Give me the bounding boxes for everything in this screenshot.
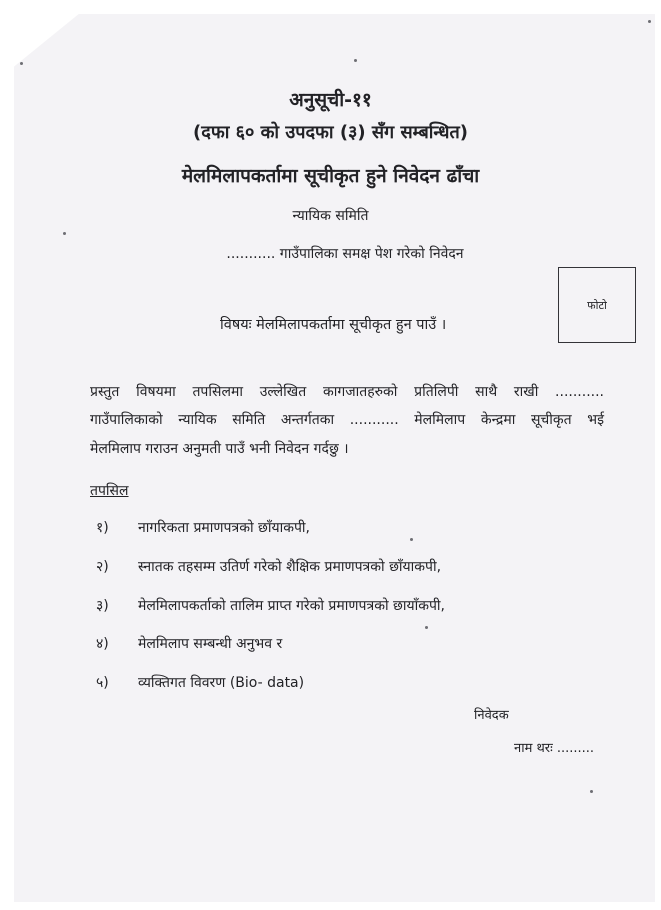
details-list-item <box>96 596 445 615</box>
scan-speck <box>590 790 593 793</box>
details-list-item <box>96 673 304 692</box>
details-heading: तपसिल <box>90 483 129 499</box>
scan-margin-bottom <box>0 902 661 910</box>
scan-speck <box>20 62 23 65</box>
committee-name: न्यायिक समिति <box>292 208 369 224</box>
scan-speck <box>425 626 428 629</box>
details-item-text: व्यक्तिगत विवरण (Bio- data) <box>138 675 305 691</box>
photo-label: फोटो <box>587 299 607 312</box>
body-line-2: गाउँपालिकाको न्यायिक समिति अन्तर्गतका ........... मेलमिलाप केन्द्रमा सूचीकृत भई <box>90 412 604 428</box>
details-item-number: १) <box>96 520 109 536</box>
scan-margin-top <box>0 0 661 14</box>
scan-speck <box>354 59 357 62</box>
details-item-number: ५) <box>96 675 109 691</box>
section-reference: (दफा ६० को उपदफा (३) सँग सम्बन्धित) <box>193 122 468 143</box>
scan-speck <box>63 232 66 235</box>
details-item-number: २) <box>96 559 109 575</box>
details-item-text: नागरिकता प्रमाणपत्रको छाँयाकपी, <box>138 520 310 536</box>
details-list-item <box>96 557 441 576</box>
form-title: मेलमिलापकर्तामा सूचीकृत हुने निवेदन ढाँचा <box>181 165 480 187</box>
photo-box <box>558 267 636 343</box>
details-item-number: ४) <box>96 636 109 652</box>
name-field-label: नाम थरः ......... <box>514 741 595 756</box>
addressee-line: ........... गाउँपालिका समक्ष पेश गरेको निवेदन <box>226 246 464 262</box>
body-line-1: प्रस्तुत विषयमा तपसिलमा उल्लेखित कागजातहरुको प्रतिलिपी साथै राखी ........... <box>90 384 604 400</box>
scan-speck <box>410 538 413 541</box>
details-item-text: स्नातक तहसम्म उतिर्ण गरेको शैक्षिक प्रमाणपत्रको छाँयाकपी, <box>138 559 442 575</box>
folded-corner <box>0 0 96 78</box>
details-item-text: मेलमिलाप सम्बन्धी अनुभव र <box>138 636 283 652</box>
scan-speck <box>648 20 651 23</box>
body-line-3: मेलमिलाप गराउन अनुमती पाउँ भनी निवेदन गर्दछु । <box>90 441 349 457</box>
schedule-title: अनुसूची-११ <box>289 89 372 111</box>
details-list-item <box>96 634 282 653</box>
details-item-text: मेलमिलापकर्ताको तालिम प्राप्त गरेको प्रमाणपत्रको छायाँकपी, <box>138 598 445 614</box>
applicant-label: निवेदक <box>474 708 509 723</box>
details-item-number: ३) <box>96 598 109 614</box>
details-list-item <box>96 518 310 537</box>
subject-line: विषयः मेलमिलापकर्तामा सूचीकृत हुन पाउँ । <box>220 317 447 333</box>
